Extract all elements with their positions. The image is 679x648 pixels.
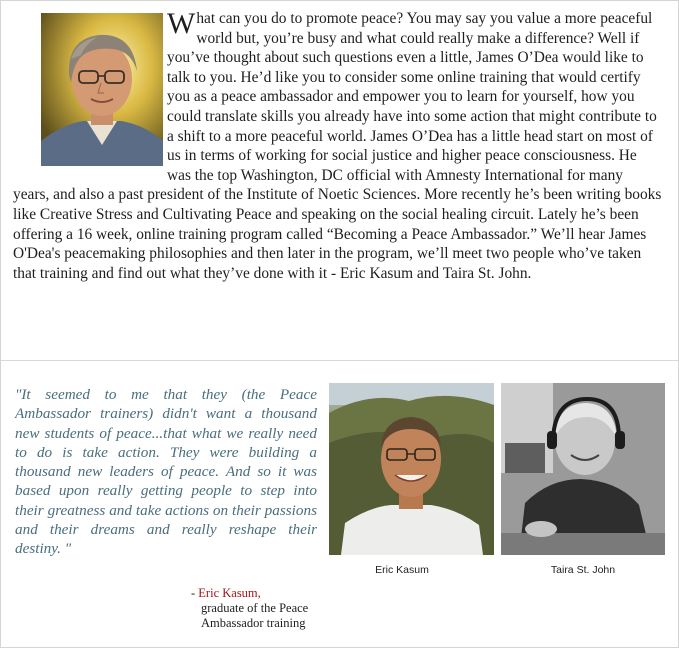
attribution-name: Eric Kasum, <box>198 586 261 600</box>
drop-cap: W <box>167 7 196 40</box>
eric-kasum-photo <box>329 383 494 555</box>
portrait-illustration <box>41 13 163 166</box>
taira-photo-illustration <box>501 383 665 555</box>
attribution-dash: - <box>191 586 196 600</box>
article-section <box>13 9 663 283</box>
taira-st-john-photo <box>501 383 665 555</box>
quote-attribution <box>191 586 308 631</box>
james-odea-portrait <box>41 13 163 166</box>
pull-quote: "It seemed to me that they (the Peace Ambassador trainers) didn't want a thousand new students of peace...that what we really need to do is take action. They were building a thousand new leaders of peace. And so it was based upon really getting people to step into their greatness and take actions on their passions and their dreams and really reshape their destiny. " <box>15 386 317 558</box>
section-divider <box>1 360 678 361</box>
attribution-line-3: Ambassador training <box>201 616 306 630</box>
eric-photo-illustration <box>329 383 494 555</box>
taira-caption: Taira St. John <box>550 564 616 576</box>
eric-caption: Eric Kasum <box>375 564 429 576</box>
article-body: hat can you do to promote peace? You may say you value a more peaceful world but, you’re busy and what could really make a difference? Well if you’ve thought about such questions even a little, James O’Dea would like to talk to you. He’d like you to consider some online training that would certify you as a peace ambassador and empower you to learn for yourself, how you could translate skills you already have into some action that might contribute to a shift to a more peaceful world. James O’Dea has a little head start on most of us in terms of working for social justice and higher peace consciousness. He was the top Washington, DC official with Amnesty International for many years, and also a past president of the Institute of Noetic Sciences. More recently he’s been writing books like Creative Stress and Cultivating Peace and speaking on the social healing circuit. Lately he’s been offering a 16 week, online training program called “Becoming a Peace Ambassador.” We’ll hear James O'Dea's peacemaking philosophies and then later in the program, we’ll meet two people who’ve taken that training and find out what they’ve done with it - Eric Kasum and Taira St. John. <box>13 10 662 282</box>
attribution-line-2: graduate of the Peace <box>201 601 309 615</box>
